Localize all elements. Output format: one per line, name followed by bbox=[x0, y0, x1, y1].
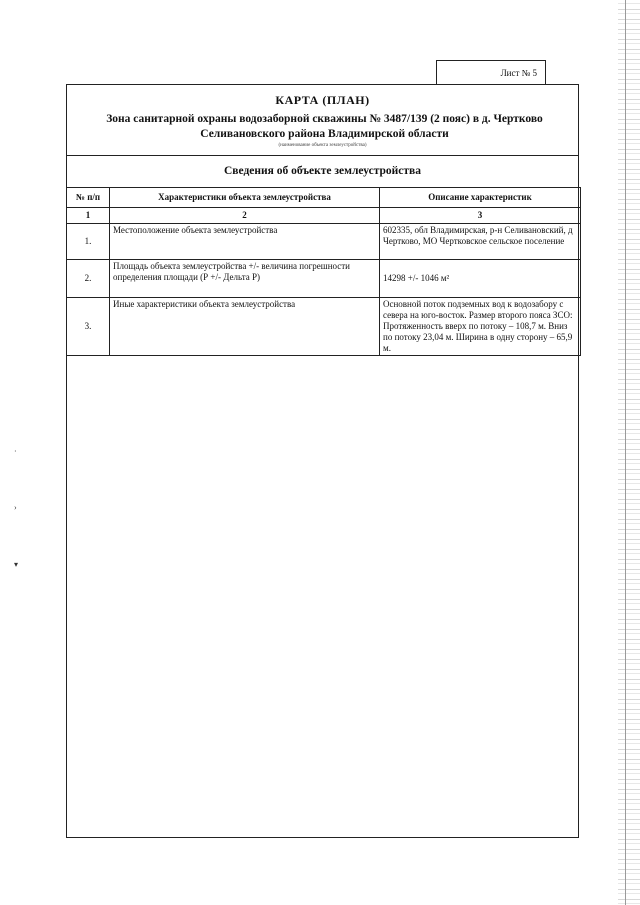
scan-speck: ▾ bbox=[14, 560, 19, 569]
scan-speck: › bbox=[14, 503, 17, 512]
row-characteristic: Площадь объекта землеустройства +/- величина погрешности определения площади (Р +/- Дельта Р) bbox=[110, 260, 380, 298]
header-divider bbox=[67, 155, 578, 156]
row-description: 602335, обл Владимирская, р-н Селивановский, д Чертково, МО Чертковское сельское поселение bbox=[380, 224, 581, 260]
sheet-number-box bbox=[436, 60, 546, 84]
section-title: Сведения об объекте землеустройства bbox=[224, 165, 421, 177]
column-number-row bbox=[67, 208, 581, 224]
column-header: Характеристики объекта землеустройства bbox=[110, 188, 380, 208]
scan-edge-artifact bbox=[618, 0, 640, 905]
column-number: 3 bbox=[380, 208, 581, 224]
column-number: 2 bbox=[110, 208, 380, 224]
info-table bbox=[66, 187, 581, 356]
scan-edge-line bbox=[625, 0, 626, 905]
table-header-row bbox=[67, 188, 581, 208]
document-subtitle: Зона санитарной охраны водозаборной скважины № 3487/139 (2 пояс) в д. Чертково Селивановского района Владимирской области bbox=[106, 113, 543, 140]
table-row bbox=[67, 260, 581, 298]
row-number: 1. bbox=[67, 224, 110, 260]
scan-speck: · bbox=[14, 447, 17, 456]
table-row bbox=[67, 224, 581, 260]
row-number: 3. bbox=[67, 298, 110, 356]
column-header: Описание характеристик bbox=[380, 188, 581, 208]
column-header: № п/п bbox=[67, 188, 110, 208]
document-title: КАРТА (ПЛАН) bbox=[275, 93, 370, 107]
row-characteristic: Местоположение объекта землеустройства bbox=[110, 224, 380, 260]
row-characteristic: Иные характеристики объекта землеустройства bbox=[110, 298, 380, 356]
sheet-number: Лист № 5 bbox=[500, 68, 537, 78]
document-frame bbox=[66, 84, 579, 838]
row-description: Основной поток подземных вод к водозабору с севера на юго-восток. Размер второго пояса ЗСО: Протяженность вверх по потоку – 108,7 м. Вниз по потоку 23,04 м. Ширина в одну сторону – 65,9 м. bbox=[380, 298, 581, 356]
row-description: 14298 +/- 1046 м² bbox=[380, 260, 581, 298]
object-caption: (наименование объекта землеустройства) bbox=[278, 143, 367, 148]
column-number: 1 bbox=[67, 208, 110, 224]
row-number: 2. bbox=[67, 260, 110, 298]
table-row bbox=[67, 298, 581, 356]
